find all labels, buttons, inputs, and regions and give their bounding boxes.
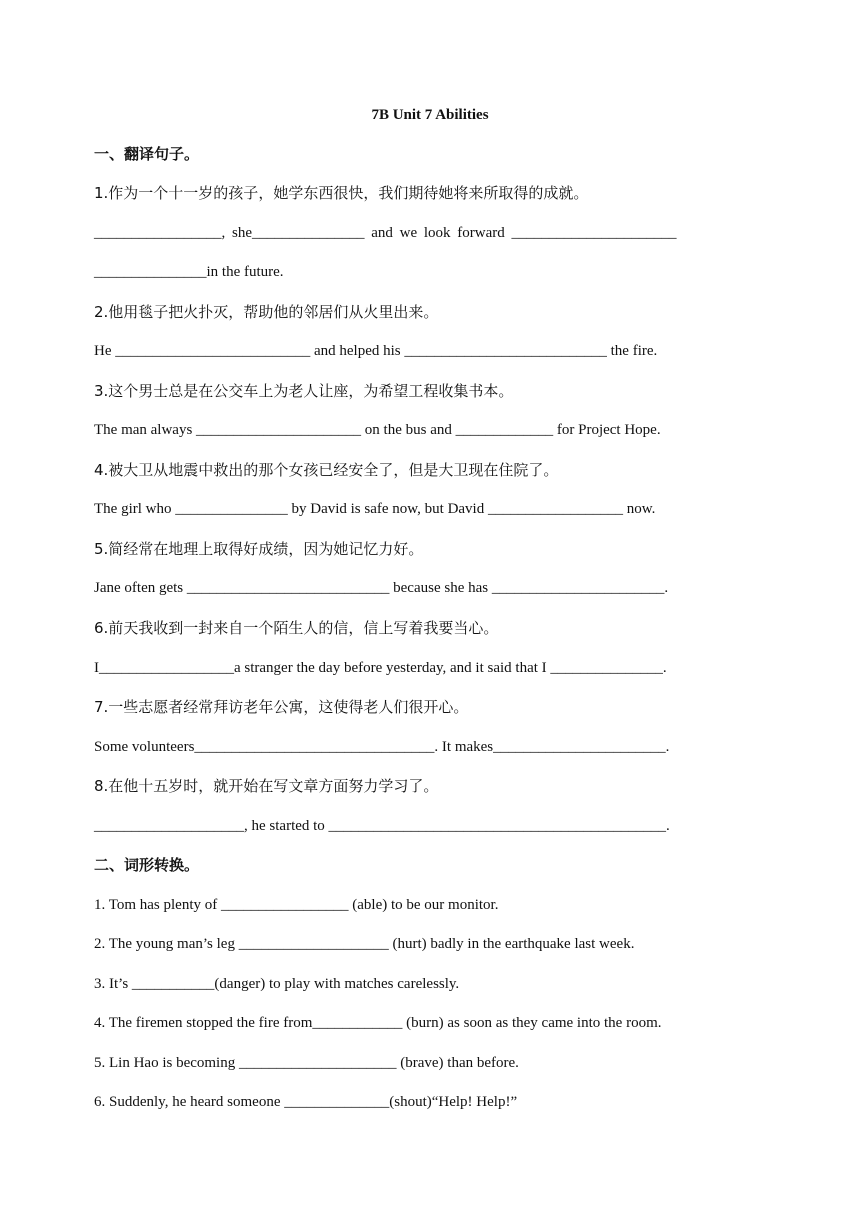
document-title: 7B Unit 7 Abilities bbox=[371, 107, 489, 123]
exercise-item: 4. The firemen stopped the fire from____________ (burn) as soon as they came into the room. bbox=[94, 1015, 662, 1031]
answer-line: _______________in the future. bbox=[94, 264, 284, 280]
answer-line: Some volunteers________________________________. It makes_______________________. bbox=[94, 739, 670, 755]
question-chinese: 4.被大卫从地震中救出的那个女孩已经安全了，但是大卫现在住院了。 bbox=[94, 461, 559, 479]
section-heading: 二、词形转换。 bbox=[94, 856, 200, 874]
exercise-item: 6. Suddenly, he heard someone ______________(shout)“Help! Help!” bbox=[94, 1094, 518, 1110]
section-heading: 一、翻译句子。 bbox=[94, 145, 200, 163]
exercise-item: 3. It’s ___________(danger) to play with matches carelessly. bbox=[94, 976, 460, 992]
question-chinese: 6.前天我收到一封来自一个陌生人的信，信上写着我要当心。 bbox=[94, 619, 499, 637]
question-chinese: 8.在他十五岁时，就开始在写文章方面努力学习了。 bbox=[94, 777, 439, 795]
question-chinese: 1.作为一个十一岁的孩子，她学东西很快，我们期待她将来所取得的成就。 bbox=[94, 184, 589, 202]
exercise-item: 2. The young man’s leg ____________________ (hurt) badly in the earthquake last week. bbox=[94, 936, 635, 952]
question-chinese: 5.简经常在地理上取得好成绩，因为她记忆力好。 bbox=[94, 540, 424, 558]
answer-line: Jane often gets ___________________________ because she has _______________________. bbox=[94, 580, 669, 596]
answer-line: He __________________________ and helped his ___________________________ the fire. bbox=[94, 343, 658, 359]
answer-line: The girl who _______________ by David is safe now, but David __________________ now. bbox=[94, 501, 656, 517]
exercise-item: 1. Tom has plenty of _________________ (able) to be our monitor. bbox=[94, 897, 499, 913]
answer-line: The man always ______________________ on the bus and _____________ for Project Hope. bbox=[94, 422, 661, 438]
answer-line: _________________, she_______________ and we look forward ______________________ bbox=[94, 225, 677, 241]
question-chinese: 7.一些志愿者经常拜访老年公寓，这使得老人们很开心。 bbox=[94, 698, 469, 716]
question-chinese: 3.这个男士总是在公交车上为老人让座，为希望工程收集书本。 bbox=[94, 382, 514, 400]
answer-line: ____________________, he started to _____________________________________________. bbox=[94, 818, 670, 834]
exercise-item: 5. Lin Hao is becoming _____________________ (brave) than before. bbox=[94, 1055, 519, 1071]
answer-line: I__________________a stranger the day before yesterday, and it said that I _______________. bbox=[94, 660, 667, 676]
question-chinese: 2.他用毯子把火扑灭，帮助他的邻居们从火里出来。 bbox=[94, 303, 439, 321]
